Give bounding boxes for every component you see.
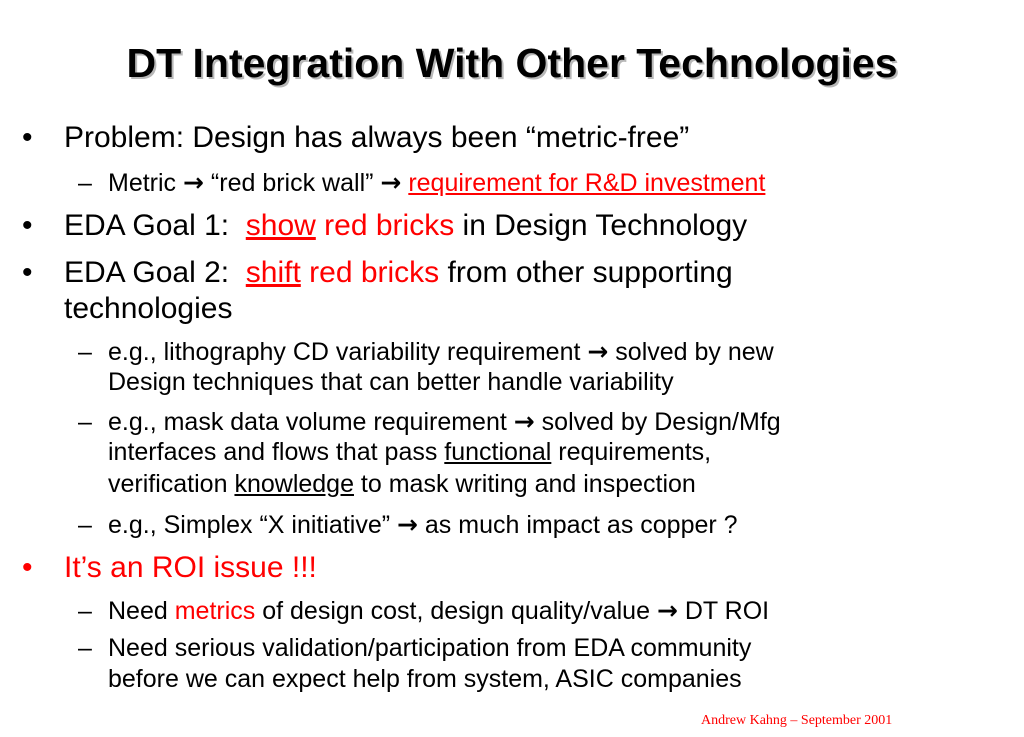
bullet-marker: • (22, 121, 33, 154)
sub-bullet-text: interfaces and flows that pass (108, 438, 445, 466)
sub-bullet-mask-data-line-3 (108, 470, 696, 499)
sub-bullet-text: Need serious validation/participation from EDA community (108, 634, 752, 662)
sub-bullet-text: e.g., mask data volume requirement (108, 408, 507, 436)
sub-bullet-text: e.g., Simplex “X initiative” (108, 511, 391, 539)
arrow-icon: → (380, 168, 402, 197)
sub-bullet-mask-data-line-2 (108, 438, 711, 467)
sub-bullet-simplex (78, 510, 738, 540)
underlined-functional: functional (444, 438, 552, 466)
bullet-text: EDA Goal 2: (64, 256, 246, 289)
sub-bullet-text: requirements, (551, 438, 712, 466)
dash-marker: – (78, 408, 92, 436)
dash-marker: – (78, 169, 92, 197)
sub-bullet-text: “red brick wall” (210, 169, 374, 197)
bullet-eda-goal-2 (22, 256, 733, 290)
sub-bullet-validation-continued: before we can expect help from system, ASIC companies (108, 665, 742, 693)
highlight-show: show (245, 209, 316, 242)
sub-bullet-text: as much impact as copper ? (424, 511, 738, 539)
dash-marker: – (78, 511, 92, 539)
dash-marker: – (78, 597, 92, 625)
bullet-text: Problem: Design has always been “metric-free” (64, 121, 690, 154)
sub-bullet-lithography (78, 337, 774, 367)
sub-bullet-text: verification (108, 470, 235, 498)
bullet-text: EDA Goal 1: (64, 209, 246, 242)
sub-bullet-lithography-continued: Design techniques that can better handle variability (108, 368, 674, 396)
sub-bullet-text: e.g., lithography CD variability requirement (108, 338, 581, 366)
bullet-marker: • (22, 209, 33, 242)
sub-bullet-metrics (78, 596, 769, 626)
highlight-metrics: metrics (174, 597, 256, 625)
bullet-eda-goal-2-continued: technologies (64, 292, 233, 325)
slide-title: DT Integration With Other Technologies (126, 40, 898, 86)
arrow-icon: → (397, 510, 418, 539)
sub-bullet-text: DT ROI (684, 597, 770, 625)
sub-bullet-text: Need (108, 597, 175, 625)
underlined-knowledge: knowledge (234, 470, 354, 498)
sub-bullet-text: solved by new (615, 338, 774, 366)
highlight-shift: shift (245, 256, 301, 289)
bullet-roi-issue (22, 551, 317, 585)
bullet-text: It’s an ROI issue !!! (64, 551, 317, 584)
sub-bullet-text: solved by Design/Mfg (541, 408, 781, 436)
bullet-marker: • (22, 256, 33, 289)
sub-bullet-text: to mask writing and inspection (353, 470, 696, 498)
sub-bullet-validation (78, 634, 751, 663)
bullet-problem (22, 121, 689, 155)
sub-bullet-mask-data (78, 407, 781, 437)
bullet-text: in Design Technology (462, 209, 748, 242)
dash-marker: – (78, 634, 92, 662)
bullet-marker: • (22, 551, 33, 584)
sub-bullet-text: of design cost, design quality/value (255, 597, 650, 625)
slide-footer: Andrew Kahng – September 2001 (701, 713, 893, 728)
highlight-red-bricks: red bricks (324, 209, 455, 242)
sub-bullet-metric (78, 168, 765, 198)
highlight-red-bricks: red bricks (309, 256, 440, 289)
arrow-icon: → (183, 168, 204, 197)
sub-bullet-text: Metric (108, 169, 177, 197)
bullet-text: from other supporting (447, 256, 733, 289)
bullet-eda-goal-1 (22, 209, 747, 243)
highlight-requirement: requirement for R&D investment (408, 169, 766, 197)
arrow-icon: → (587, 337, 609, 366)
arrow-icon: → (656, 596, 678, 625)
arrow-icon: → (513, 407, 535, 436)
dash-marker: – (78, 338, 92, 366)
